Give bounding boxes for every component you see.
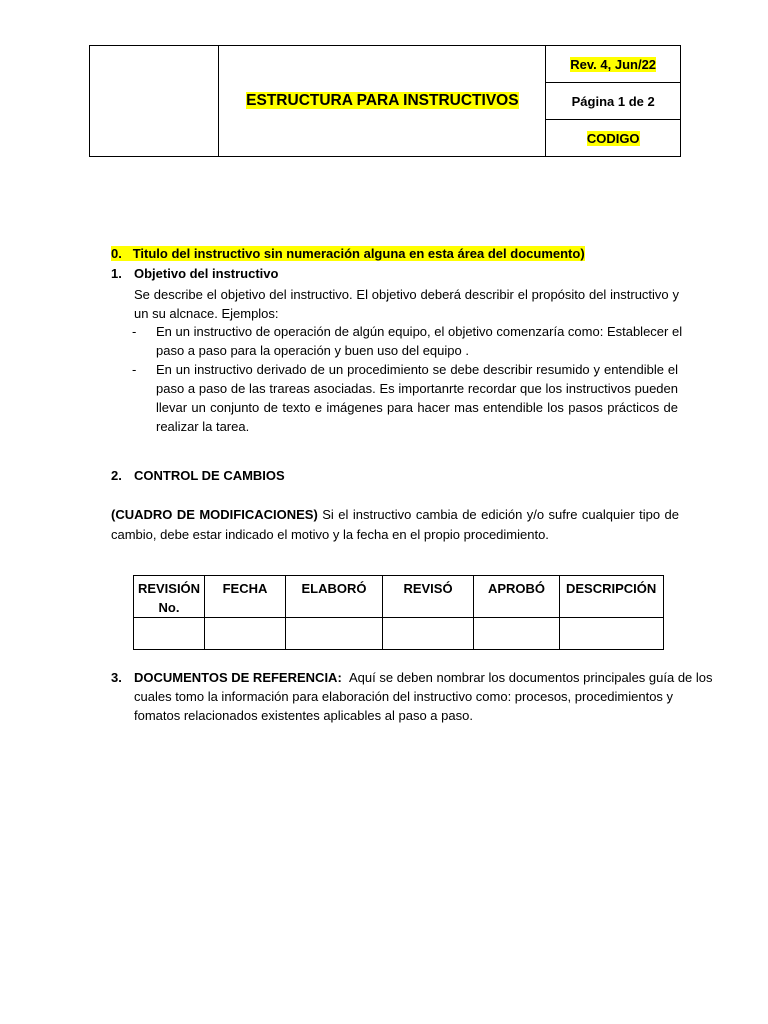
table-header-row <box>134 576 664 618</box>
document-header <box>89 45 681 157</box>
page-number: Página 1 de 2 <box>571 93 655 109</box>
table-row <box>134 618 664 650</box>
revision-label: Rev. 4, Jun/22 <box>570 56 657 72</box>
bullet-1-line: En un instructivo de operación de algún equipo, el objetivo comenzaría como: Establecer el <box>156 324 683 339</box>
bullet-dash: - <box>132 362 137 377</box>
table-cell <box>383 618 474 650</box>
section-1-title: Objetivo del instructivo <box>134 266 279 281</box>
table-cell <box>134 618 205 650</box>
bullet-dash: - <box>132 324 137 339</box>
column-header-approved: APROBÓ <box>474 576 560 618</box>
section-3-number: 3. <box>111 670 122 685</box>
document-title-cell <box>219 46 546 157</box>
table-cell <box>474 618 560 650</box>
section-2-number: 2. <box>111 468 122 483</box>
code-cell <box>546 120 681 157</box>
table-cell <box>560 618 664 650</box>
revision-cell <box>546 46 681 83</box>
revision-header-label: REVISIÓN <box>137 581 201 596</box>
modifications-label: (CUADRO DE MODIFICACIONES) <box>111 507 318 522</box>
column-header-reviewed: REVISÓ <box>383 576 474 618</box>
section-3-paragraph-line: fomatos relacionados existentes aplicables al paso a paso. <box>134 708 473 723</box>
section-1-heading <box>111 266 122 281</box>
column-header-date: FECHA <box>205 576 286 618</box>
bullet-2-line: llevar un conjunto de texto e imágenes para hacer mas entendible los pasos prácticos de <box>156 400 678 415</box>
table-cell <box>205 618 286 650</box>
section-3-heading-line <box>134 670 713 685</box>
document-title: ESTRUCTURA PARA INSTRUCTIVOS <box>246 92 519 109</box>
bullet-2-line: realizar la tarea. <box>156 419 250 434</box>
page-number-cell <box>546 83 681 120</box>
section-0-title: Titulo del instructivo sin numeración alguna en esta área del documento) <box>132 246 585 261</box>
logo-placeholder <box>90 46 219 157</box>
document-code: CODIGO <box>586 130 640 146</box>
section-2-paragraph-line <box>111 507 679 522</box>
section-2-paragraph-line: cambio, debe estar indicado el motivo y la fecha en el propio procedimiento. <box>111 527 549 542</box>
section-1-paragraph-line: un su alcnace. Ejemplos: <box>134 306 279 321</box>
column-header-revision <box>134 576 205 618</box>
section-2-title: CONTROL DE CAMBIOS <box>134 468 285 483</box>
bullet-2-line: paso a paso de las trareas asociadas. Es importanrte recordar que los instructivos pueden <box>156 381 678 396</box>
table-cell <box>286 618 383 650</box>
section-2-intro: Si el instructivo cambia de edición y/o sufre cualquier tipo de <box>322 507 679 522</box>
bullet-1-line: paso a paso para la operación y buen uso del equipo . <box>156 343 469 358</box>
column-header-prepared: ELABORÓ <box>286 576 383 618</box>
revision-number-label: No. <box>158 600 180 615</box>
bullet-2-line: En un instructivo derivado de un procedimiento se debe describir resumido y entendible el <box>156 362 678 377</box>
section-3-text: Aquí se deben nombrar los documentos principales guía de los <box>349 670 713 685</box>
section-1-number: 1. <box>111 266 122 281</box>
section-0-number: 0. <box>111 246 122 261</box>
change-control-table <box>133 575 664 650</box>
section-1-paragraph-line: Se describe el objetivo del instructivo. El objetivo deberá describir el propósito del instructivo y <box>134 287 679 302</box>
section-0-heading <box>111 246 585 261</box>
section-3-title: DOCUMENTOS DE REFERENCIA: <box>134 670 342 685</box>
column-header-description: DESCRIPCIÓN <box>560 576 664 618</box>
section-3-paragraph-line: cuales tomo la información para elaboración del instructivo como: procesos, procedimientos y <box>134 689 674 704</box>
